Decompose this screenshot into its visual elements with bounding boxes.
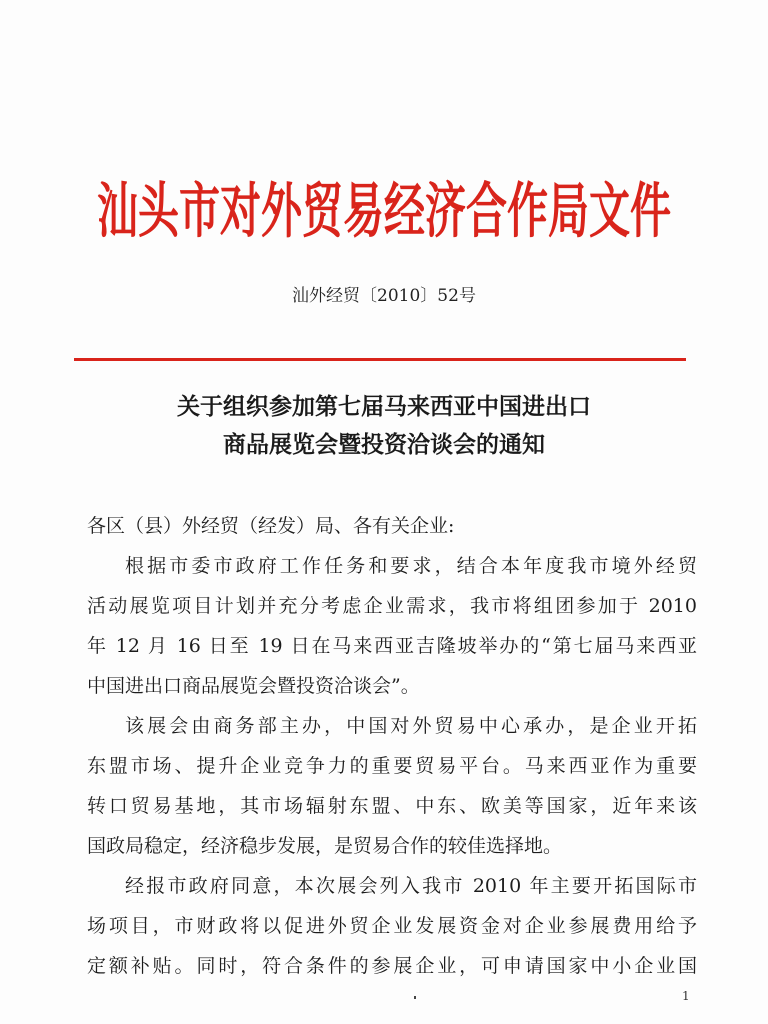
subject-line-2: 商品展览会暨投资洽谈会的通知 — [223, 431, 545, 458]
subject-line-1: 关于组织参加第七届马来西亚中国进出口 — [177, 393, 591, 420]
scan-speck — [414, 996, 416, 999]
body-line: 东盟市场、提升企业竞争力的重要贸易平台。马来西亚作为重要 — [87, 755, 697, 777]
body-line: 定额补贴。同时，符合条件的参展企业，可申请国家中小企业国 — [87, 955, 697, 977]
body-line: 中国进出口商品展览会暨投资洽谈会”。 — [87, 675, 420, 697]
body-line: 根据市委市政府工作任务和要求，结合本年度我市境外经贸 — [125, 555, 697, 577]
document-number: 汕外经贸〔2010〕52号 — [292, 286, 476, 306]
body-line: 该展会由商务部主办，中国对外贸易中心承办，是企业开拓 — [125, 715, 697, 737]
issuing-authority-title: 汕头市对外贸易经济合作局文件 — [97, 176, 671, 246]
notice-body — [87, 546, 697, 986]
body-line: 活动展览项目计划并充分考虑企业需求，我市将组团参加于 2010 — [87, 595, 697, 617]
red-separator-line — [74, 358, 686, 361]
body-line: 场项目，市财政将以促进外贸企业发展资金对企业参展费用给予 — [87, 915, 697, 937]
body-line: 经报市政府同意，本次展会列入我市 2010 年主要开拓国际市 — [125, 875, 697, 897]
notice-subject — [0, 388, 768, 464]
page-number: 1 — [682, 989, 690, 1003]
body-line: 年 12 月 16 日至 19 日在马来西亚吉隆坡举办的“第七届马来西亚 — [87, 635, 697, 657]
body-line: 国政局稳定，经济稳步发展，是贸易合作的较佳选择地。 — [87, 835, 563, 857]
body-line: 转口贸易基地，其市场辐射东盟、中东、欧美等国家，近年来该 — [87, 795, 697, 817]
addressee-line: 各区（县）外经贸（经发）局、各有关企业: — [87, 515, 455, 537]
